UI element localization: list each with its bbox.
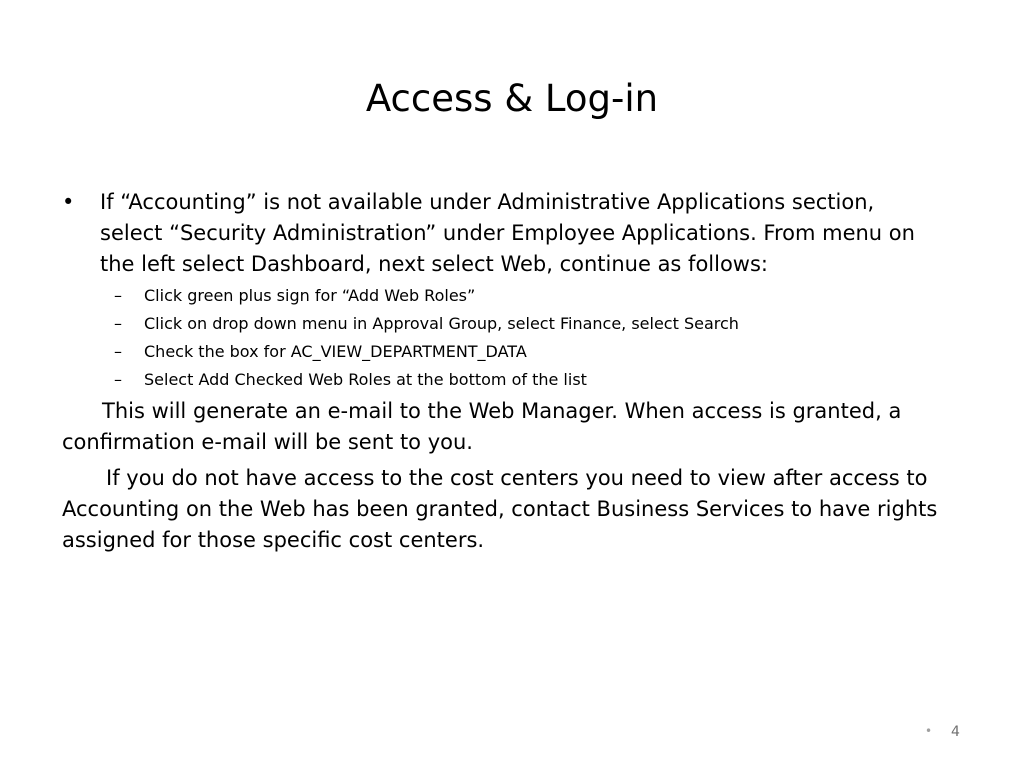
sub-item (100, 282, 942, 310)
footer-bullet: • (925, 724, 933, 738)
dash-marker: – (114, 370, 122, 389)
sub-item-text: Check the box for AC_VIEW_DEPARTMENT_DATA (144, 342, 527, 361)
dash-marker: – (114, 314, 122, 333)
slide-content (62, 187, 942, 556)
sub-item (100, 310, 942, 338)
sub-item-text: Click green plus sign for “Add Web Roles” (144, 286, 476, 305)
sub-item-text: Select Add Checked Web Roles at the bottom of the list (144, 370, 587, 389)
page-number: 4 (951, 724, 960, 740)
bullet-text: If “Accounting” is not available under Administrative Applications section, select “Security Administration” under Employee Applications. From menu on the left select Dashboard, next select Web, continue as follows: (100, 190, 915, 276)
dash-marker: – (114, 286, 122, 305)
sub-item-text: Click on drop down menu in Approval Group, select Finance, select Search (144, 314, 739, 333)
sub-item (100, 366, 942, 394)
slide-title: Access & Log-in (365, 77, 659, 120)
paragraph-access-granted: This will generate an e-mail to the Web Manager. When access is granted, a confirmation e-mail will be sent to you. (62, 399, 902, 454)
sub-list (100, 282, 942, 394)
bullet-item (62, 187, 942, 280)
dash-marker: – (114, 342, 122, 361)
paragraph-cost-centers: If you do not have access to the cost centers you need to view after access to Accounting on the Web has been granted, contact Business Services to have rights assigned for those specific cost centers. (62, 466, 938, 552)
bullet-marker: • (62, 190, 75, 214)
sub-item (100, 338, 942, 366)
